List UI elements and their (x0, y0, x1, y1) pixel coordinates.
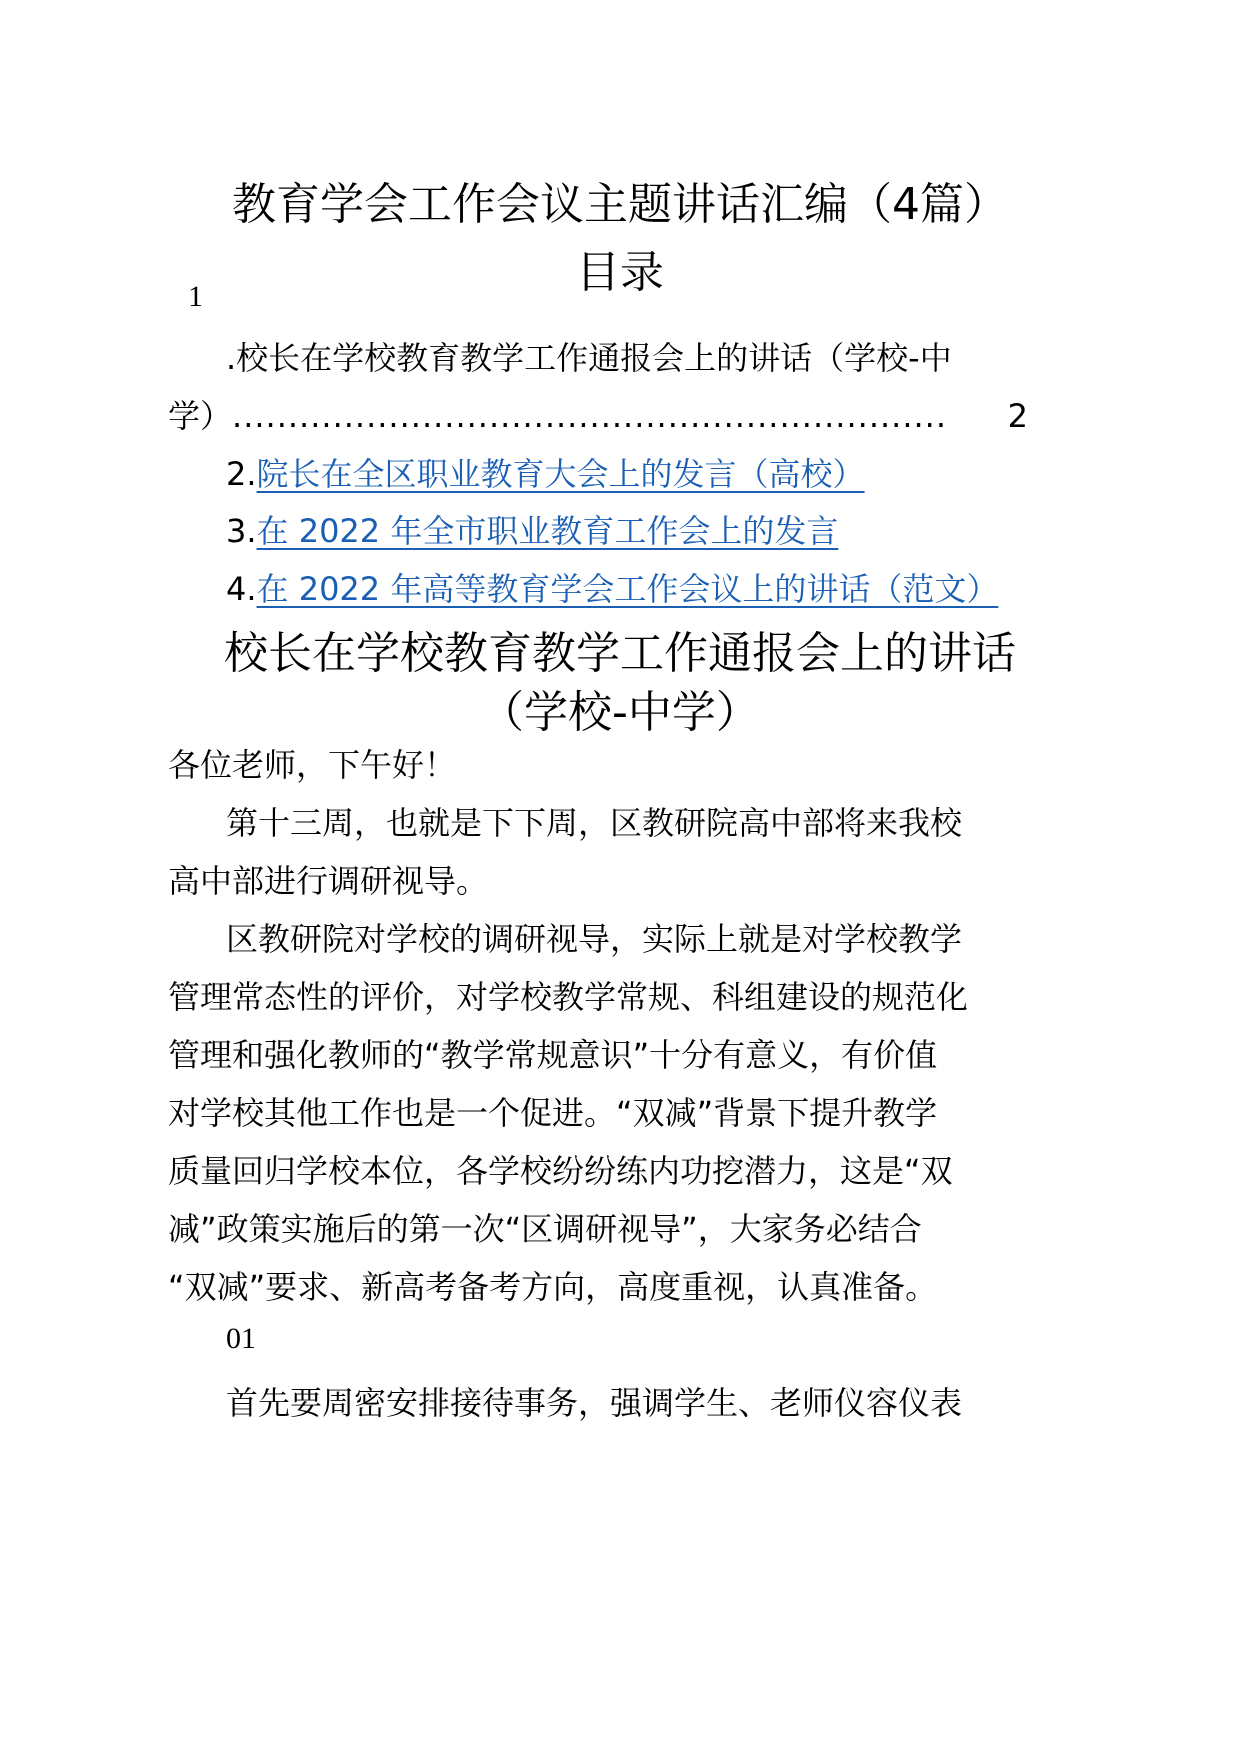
section-title-line2: （学校-中学） (480, 687, 760, 738)
paragraph-2-line-6: 减”政策实施后的第一次“区调研视导”，大家务必结合 (168, 1210, 922, 1248)
paragraph-1-line-1: 第十三周，也就是下下周，区教研院高中部将来我校 (226, 804, 963, 842)
section-number: 01 (226, 1322, 256, 1355)
toc-item-4-number: 4. (226, 570, 257, 608)
paragraph-2-line-3: 管理和强化教师的“教学常规意识”十分有意义，有价值 (168, 1036, 938, 1074)
paragraph-2-line-7: “双减”要求、新高考备考方向，高度重视，认真准备。 (168, 1268, 938, 1306)
paragraph-2-line-5: 质量回归学校本位，各学校纷纷练内功挖潜力，这是“双 (168, 1152, 953, 1190)
toc-number: 1 (188, 280, 203, 313)
paragraph-2-line-4: 对学校其他工作也是一个促进。“双减”背景下提升教学 (168, 1094, 938, 1132)
toc-item-1-text: 学） (168, 397, 233, 435)
toc-item-1-line1[interactable]: .校长在学校教育教学工作通报会上的讲话（学校-中 (226, 339, 952, 377)
toc-item-3-number: 3. (226, 512, 257, 550)
greeting: 各位老师，下午好！ (168, 746, 457, 784)
toc-item-4-link[interactable]: 在 2022 年高等教育学会工作会议上的讲话（范文） (256, 570, 999, 608)
toc-item-4[interactable] (226, 564, 998, 610)
paragraph-3-line-1: 首先要周密安排接待事务，强调学生、老师仪容仪表 (226, 1384, 963, 1422)
toc-item-2-link[interactable]: 院长在全区职业教育大会上的发言（高校） (256, 455, 865, 493)
toc-item-1-line2[interactable] (168, 391, 1028, 437)
paragraph-2-line-1: 区教研院对学校的调研视导，实际上就是对学校教学 (226, 920, 963, 958)
toc-leader-dots: ................................................................ (232, 397, 948, 435)
toc-item-3-link[interactable]: 在 2022 年全市职业教育工作会上的发言 (256, 512, 839, 550)
toc-item-2-number: 2. (226, 455, 257, 493)
paragraph-1-line-2: 高中部进行调研视导。 (168, 862, 489, 900)
toc-item-2[interactable] (226, 449, 865, 495)
toc-item-3[interactable] (226, 506, 838, 552)
section-title-line1: 校长在学校教育教学工作通报会上的讲话 (224, 628, 1016, 679)
document-title: 教育学会工作会议主题讲话汇编（4篇） (232, 179, 1008, 230)
toc-heading: 目录 (576, 247, 664, 298)
paragraph-2-line-2: 管理常态性的评价，对学校教学常规、科组建设的规范化 (168, 978, 969, 1016)
toc-item-1-page: 2 (1007, 397, 1028, 435)
